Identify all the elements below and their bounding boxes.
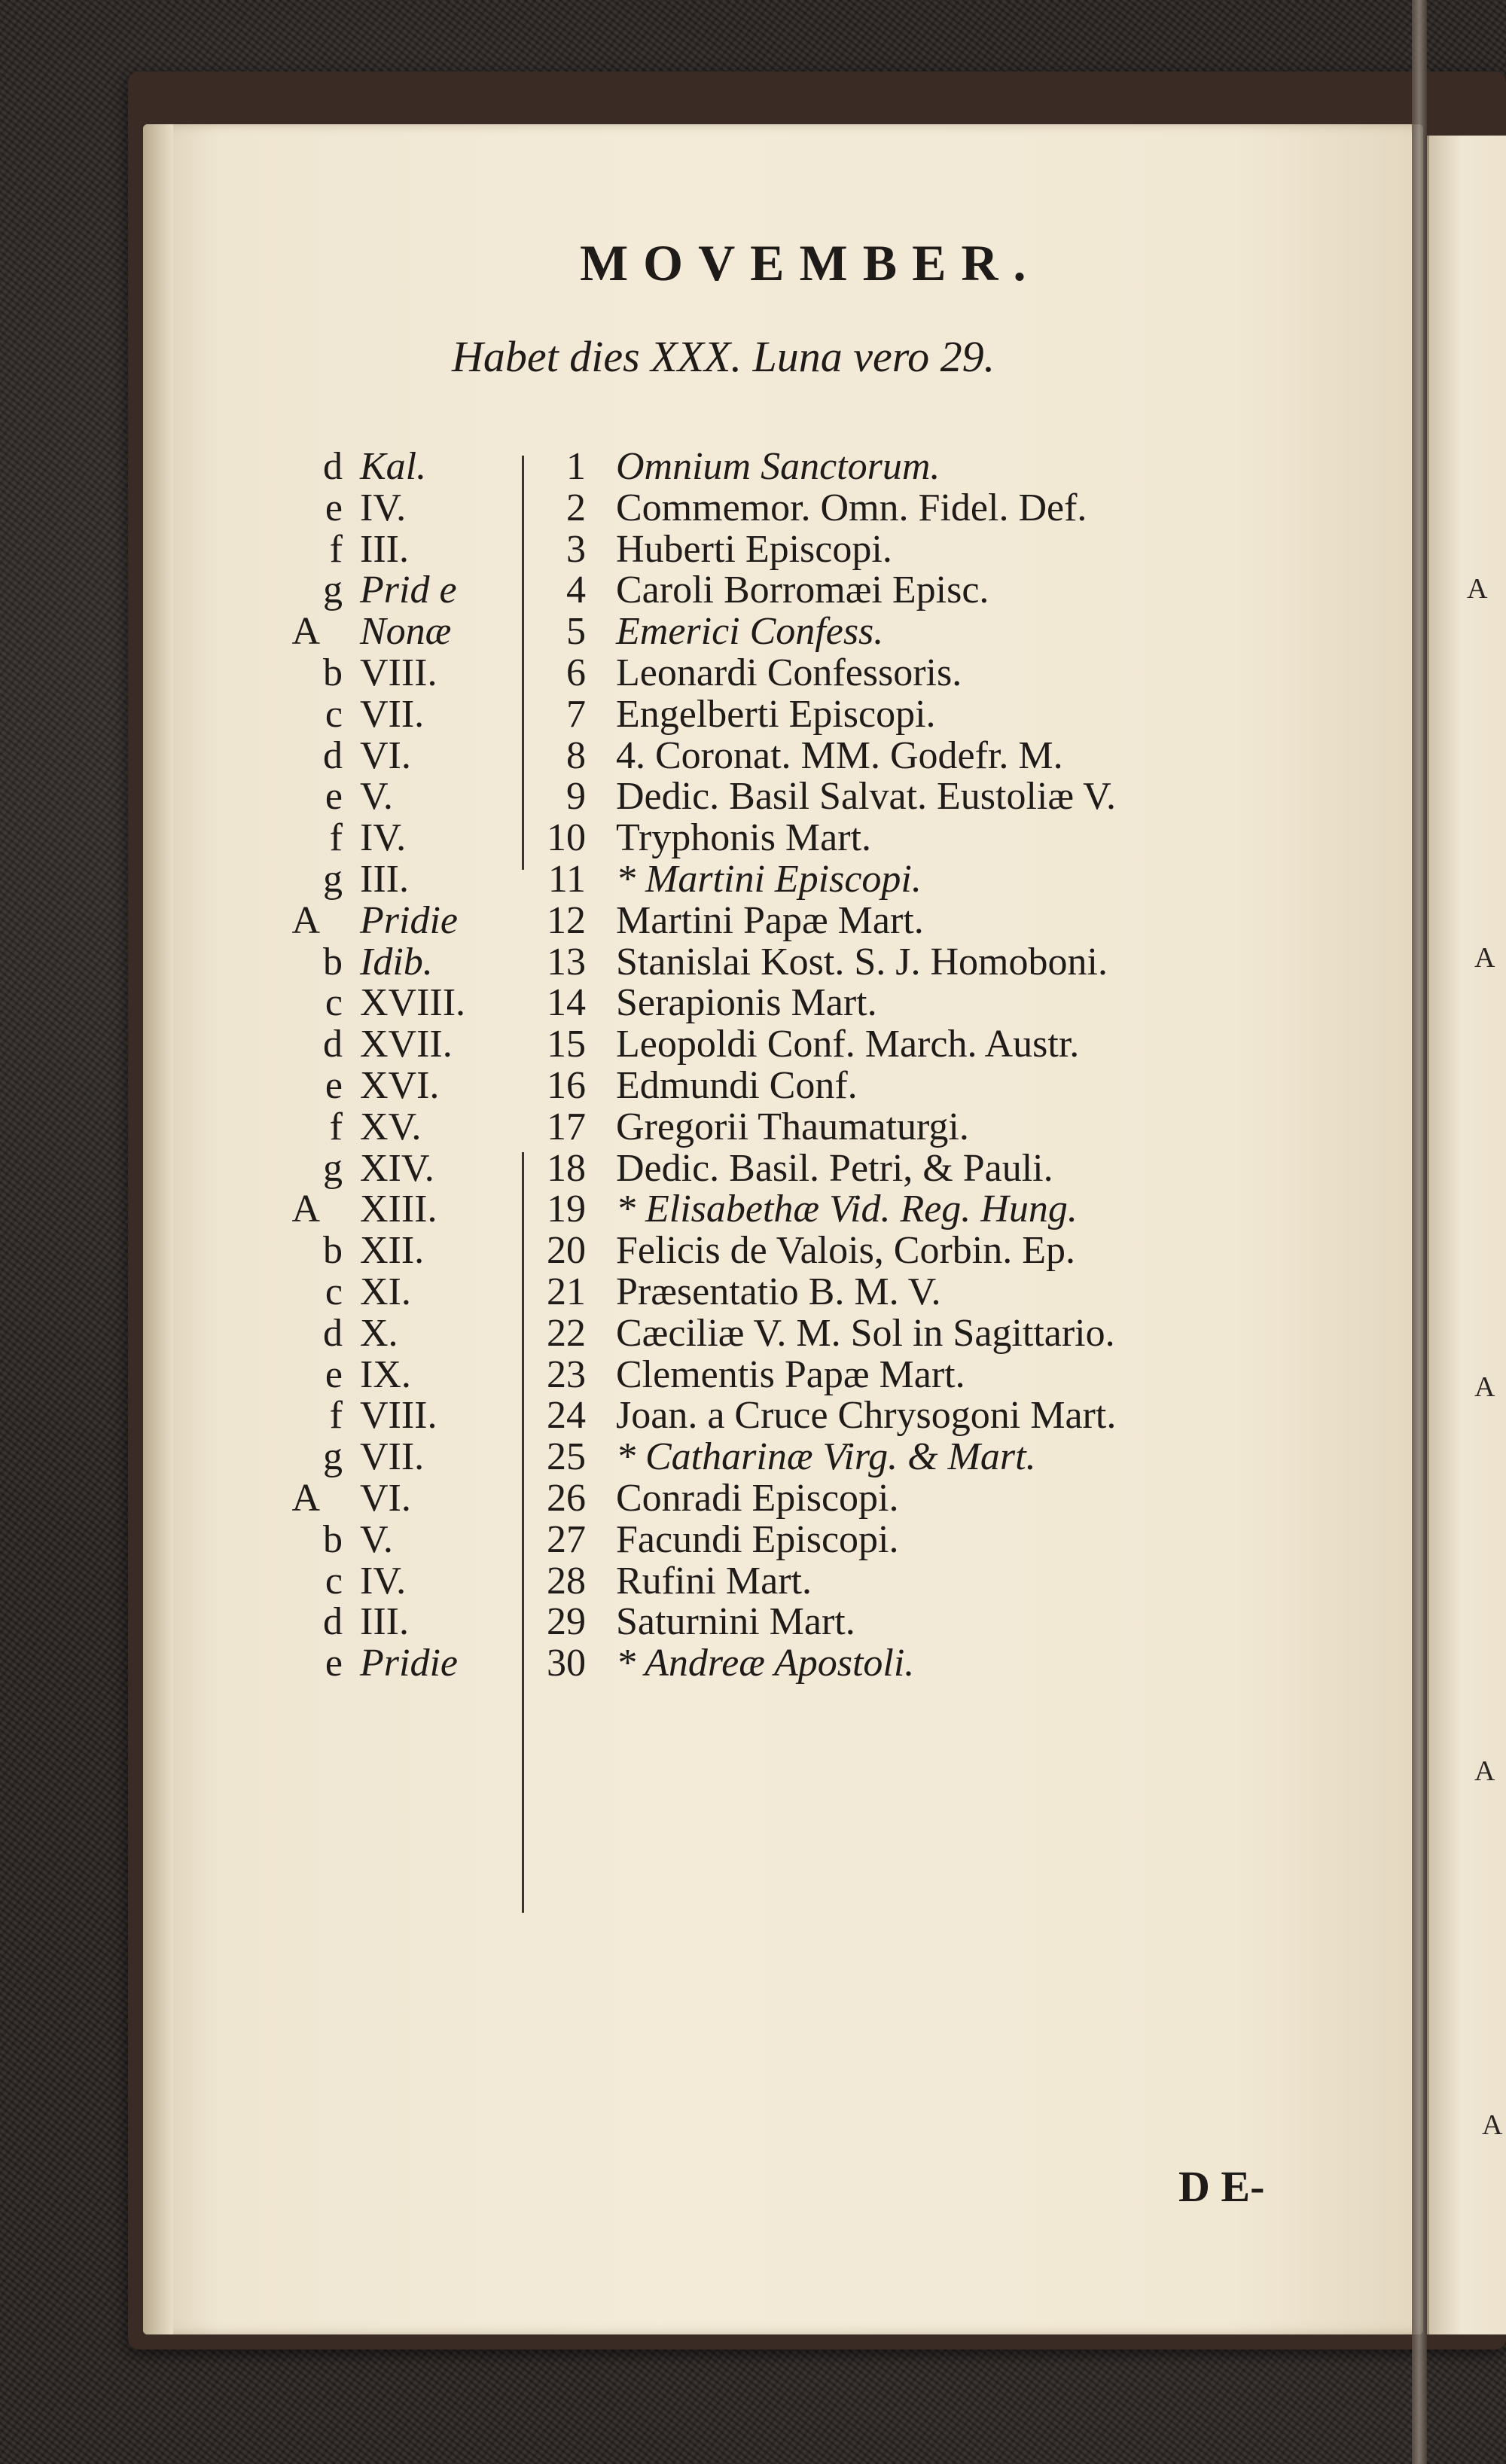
day-number: 24 bbox=[547, 1394, 586, 1438]
roman-date: XI. bbox=[360, 1270, 411, 1313]
dominical-letter: e bbox=[325, 1642, 343, 1685]
day-number: 27 bbox=[547, 1517, 586, 1561]
calendar-row bbox=[0, 980, 1431, 1026]
feast-name: Martini Papæ Mart. bbox=[616, 898, 924, 942]
dominical-letter: A bbox=[291, 1477, 320, 1520]
day-number: 5 bbox=[566, 610, 586, 654]
calendar-row bbox=[0, 1393, 1431, 1438]
dominical-letter: d bbox=[323, 445, 343, 488]
day-number: 15 bbox=[547, 1023, 586, 1066]
roman-date: VIII. bbox=[360, 651, 437, 694]
day-number: 30 bbox=[547, 1642, 586, 1685]
day-number: 8 bbox=[566, 733, 586, 777]
roman-date: XIII. bbox=[360, 1188, 437, 1231]
roman-date: Pridie bbox=[360, 898, 458, 942]
feast-name: Emerici Confess. bbox=[616, 610, 884, 654]
dominical-letter: A bbox=[291, 898, 320, 942]
calendar-row bbox=[0, 1022, 1431, 1067]
roman-date: XIV. bbox=[360, 1146, 434, 1190]
day-number: 17 bbox=[547, 1105, 586, 1148]
day-number: 21 bbox=[547, 1270, 586, 1313]
feast-name: Præsentatio B. M. V. bbox=[616, 1270, 941, 1313]
day-number: 1 bbox=[566, 445, 586, 488]
calendar-row bbox=[0, 1559, 1431, 1604]
next-page-letter: A bbox=[1474, 942, 1495, 974]
dominical-letter: c bbox=[325, 981, 343, 1025]
calendar-row bbox=[0, 1146, 1431, 1191]
day-number: 11 bbox=[547, 858, 586, 901]
calendar-row bbox=[0, 1105, 1431, 1150]
feast-name: * Andreæ Apostoli. bbox=[616, 1642, 915, 1685]
dominical-letter: f bbox=[329, 1394, 343, 1438]
roman-date: X. bbox=[360, 1311, 398, 1355]
dominical-letter: d bbox=[323, 733, 343, 777]
day-number: 20 bbox=[547, 1229, 586, 1273]
dominical-letter: f bbox=[329, 527, 343, 571]
dominical-letter: e bbox=[325, 1064, 343, 1107]
feast-name: Dedic. Basil. Petri, & Pauli. bbox=[616, 1146, 1053, 1190]
feast-name: Joan. a Cruce Chrysogoni Mart. bbox=[616, 1394, 1117, 1438]
calendar-row bbox=[0, 527, 1431, 572]
calendar-row bbox=[0, 1435, 1431, 1480]
roman-date: XVIII. bbox=[360, 981, 466, 1025]
day-number: 13 bbox=[547, 940, 586, 983]
roman-date: VI. bbox=[360, 733, 411, 777]
calendar-row bbox=[0, 1187, 1431, 1232]
day-number: 25 bbox=[547, 1435, 586, 1479]
calendar-row bbox=[0, 692, 1431, 737]
next-page-letter: A bbox=[1474, 1755, 1495, 1787]
next-page-letter: A bbox=[1474, 1371, 1495, 1403]
day-number: 7 bbox=[566, 692, 586, 736]
feast-name: Omnium Sanctorum. bbox=[616, 445, 940, 488]
next-page-edge bbox=[1427, 136, 1506, 2334]
calendar-row bbox=[0, 1517, 1431, 1563]
feast-name: Saturnini Mart. bbox=[616, 1600, 855, 1644]
calendar-row bbox=[0, 486, 1431, 531]
roman-date: III. bbox=[360, 527, 409, 571]
day-number: 4 bbox=[566, 569, 586, 612]
feast-name: Leopoldi Conf. March. Austr. bbox=[616, 1023, 1080, 1066]
dominical-letter: g bbox=[323, 1435, 343, 1479]
calendar-row bbox=[0, 609, 1431, 654]
day-number: 23 bbox=[547, 1352, 586, 1396]
calendar-row bbox=[0, 444, 1431, 489]
dominical-letter: d bbox=[323, 1023, 343, 1066]
day-number: 19 bbox=[547, 1188, 586, 1231]
feast-name: Cæciliæ V. M. Sol in Sagittario. bbox=[616, 1311, 1115, 1355]
roman-date: IX. bbox=[360, 1352, 411, 1396]
day-number: 2 bbox=[566, 486, 586, 529]
dominical-letter: b bbox=[323, 940, 343, 983]
roman-date: Kal. bbox=[360, 445, 427, 488]
feast-name: Felicis de Valois, Corbin. Ep. bbox=[616, 1229, 1076, 1273]
dominical-letter: e bbox=[325, 1352, 343, 1396]
roman-date: XII. bbox=[360, 1229, 425, 1273]
day-number: 28 bbox=[547, 1559, 586, 1603]
feast-name: * Elisabethæ Vid. Reg. Hung. bbox=[616, 1188, 1078, 1231]
day-number: 6 bbox=[566, 651, 586, 694]
feast-name: Tryphonis Mart. bbox=[616, 816, 872, 860]
day-number: 9 bbox=[566, 775, 586, 819]
day-number: 14 bbox=[547, 981, 586, 1025]
feast-name: Stanislai Kost. S. J. Homoboni. bbox=[616, 940, 1108, 983]
dominical-letter: c bbox=[325, 1559, 343, 1603]
roman-date: XVII. bbox=[360, 1023, 453, 1066]
feast-name: Dedic. Basil Salvat. Eustoliæ V. bbox=[616, 775, 1116, 819]
feast-name: 4. Coronat. MM. Godefr. M. bbox=[616, 733, 1063, 777]
roman-date: III. bbox=[360, 858, 409, 901]
feast-name: Conradi Episcopi. bbox=[616, 1477, 899, 1520]
feast-name: Rufini Mart. bbox=[616, 1559, 812, 1603]
dominical-letter: c bbox=[325, 1270, 343, 1313]
calendar-row bbox=[0, 816, 1431, 861]
calendar-row bbox=[0, 898, 1431, 944]
day-number: 22 bbox=[547, 1311, 586, 1355]
roman-date: VII. bbox=[360, 1435, 425, 1479]
feast-name: Facundi Episcopi. bbox=[616, 1517, 899, 1561]
roman-date: VI. bbox=[360, 1477, 411, 1520]
calendar-row bbox=[0, 733, 1431, 779]
calendar-row bbox=[0, 1270, 1431, 1315]
feast-name: Engelberti Episcopi. bbox=[616, 692, 936, 736]
calendar-row bbox=[0, 1476, 1431, 1521]
feast-name: Edmundi Conf. bbox=[616, 1064, 858, 1107]
dominical-letter: f bbox=[329, 816, 343, 860]
calendar-row bbox=[0, 1352, 1431, 1398]
dominical-letter: A bbox=[291, 610, 320, 654]
catchword: D E- bbox=[1178, 2162, 1265, 2211]
day-number: 12 bbox=[547, 898, 586, 942]
roman-date: IV. bbox=[360, 486, 407, 529]
calendar-row bbox=[0, 774, 1431, 819]
feast-name: Huberti Episcopi. bbox=[616, 527, 892, 571]
feast-name: Commemor. Omn. Fidel. Def. bbox=[616, 486, 1087, 529]
day-number: 16 bbox=[547, 1064, 586, 1107]
roman-date: VIII. bbox=[360, 1394, 437, 1438]
roman-date: VII. bbox=[360, 692, 425, 736]
roman-date: Nonæ bbox=[360, 610, 452, 654]
feast-name: Gregorii Thaumaturgi. bbox=[616, 1105, 969, 1148]
calendar-row bbox=[0, 1641, 1431, 1686]
dominical-letter: e bbox=[325, 486, 343, 529]
dominical-letter: g bbox=[323, 1146, 343, 1190]
next-page-letter: A bbox=[1467, 573, 1488, 605]
day-number: 3 bbox=[566, 527, 586, 571]
dominical-letter: g bbox=[323, 858, 343, 901]
day-number: 29 bbox=[547, 1600, 586, 1644]
calendar-row bbox=[0, 1228, 1431, 1273]
roman-date: III. bbox=[360, 1600, 409, 1644]
roman-date: IV. bbox=[360, 816, 407, 860]
calendar-row bbox=[0, 1599, 1431, 1645]
feast-name: * Catharinæ Virg. & Mart. bbox=[616, 1435, 1036, 1479]
dominical-letter: f bbox=[329, 1105, 343, 1148]
dominical-letter: b bbox=[323, 1517, 343, 1561]
feast-name: Serapionis Mart. bbox=[616, 981, 877, 1025]
dominical-letter: A bbox=[291, 1188, 320, 1231]
calendar-row bbox=[0, 568, 1431, 613]
calendar-row bbox=[0, 857, 1431, 902]
dominical-letter: d bbox=[323, 1311, 343, 1355]
day-number: 10 bbox=[547, 816, 586, 860]
roman-date: IV. bbox=[360, 1559, 407, 1603]
feast-name: Leonardi Confessoris. bbox=[616, 651, 962, 694]
calendar-row bbox=[0, 651, 1431, 696]
calendar-row bbox=[0, 940, 1431, 985]
dominical-letter: g bbox=[323, 569, 343, 612]
month-title: MOVEMBER. bbox=[580, 234, 1041, 291]
roman-date: Idib. bbox=[360, 940, 433, 983]
dominical-letter: d bbox=[323, 1600, 343, 1644]
feast-name: Caroli Borromæi Episc. bbox=[616, 569, 989, 612]
day-number: 26 bbox=[547, 1477, 586, 1520]
dominical-letter: b bbox=[323, 1229, 343, 1273]
roman-date: XVI. bbox=[360, 1064, 440, 1107]
roman-date: V. bbox=[360, 775, 393, 819]
roman-date: Prid e bbox=[360, 569, 457, 612]
feast-name: Clementis Papæ Mart. bbox=[616, 1352, 965, 1396]
dominical-letter: e bbox=[325, 775, 343, 819]
month-subtitle: Habet dies XXX. Luna vero 29. bbox=[452, 332, 995, 381]
feast-name: * Martini Episcopi. bbox=[616, 858, 922, 901]
calendar-row bbox=[0, 1311, 1431, 1356]
dominical-letter: c bbox=[325, 692, 343, 736]
day-number: 18 bbox=[547, 1146, 586, 1190]
roman-date: XV. bbox=[360, 1105, 422, 1148]
dominical-letter: b bbox=[323, 651, 343, 694]
roman-date: V. bbox=[360, 1517, 393, 1561]
calendar-row bbox=[0, 1063, 1431, 1108]
next-page-letter: A bbox=[1482, 2109, 1503, 2141]
roman-date: Pridie bbox=[360, 1642, 458, 1685]
